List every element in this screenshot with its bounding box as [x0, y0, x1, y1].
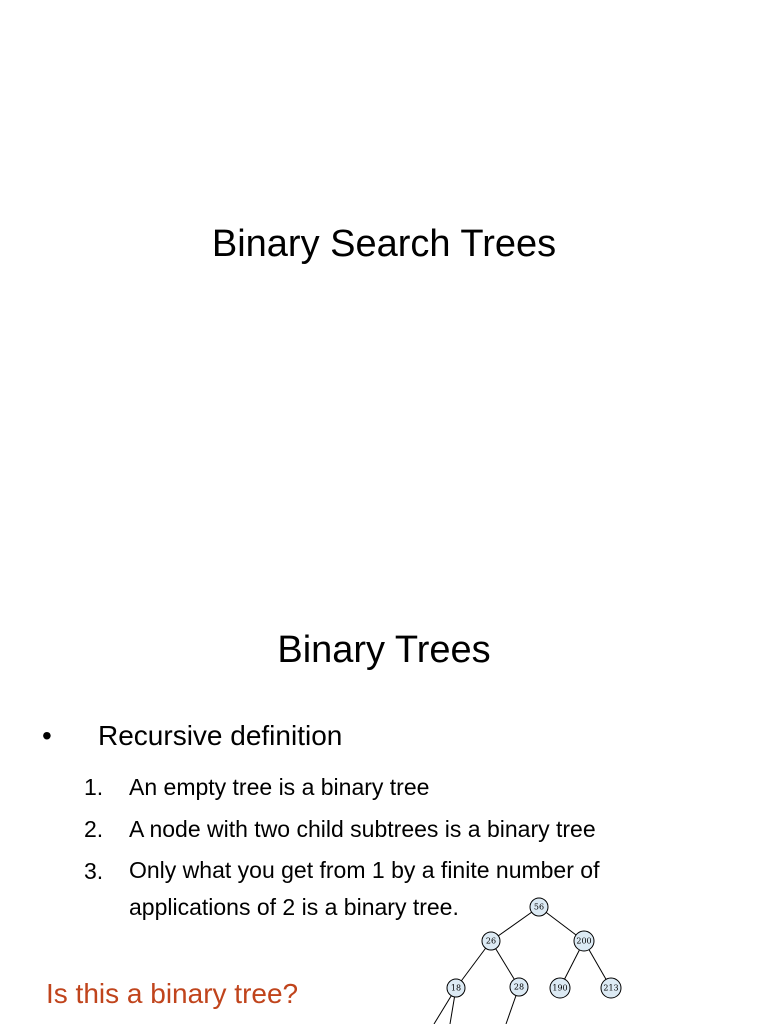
tree-node-label: 200: [576, 936, 592, 946]
list-item-number: 2.: [84, 816, 104, 842]
list-item-text: A node with two child subtrees is a binary tree: [129, 816, 596, 842]
tree-node-right-right: [601, 978, 621, 998]
tree-node-label: 18: [450, 983, 462, 993]
tree-node-label: 190: [552, 983, 568, 993]
tree-node-root: [530, 898, 548, 916]
question-text: Is this a binary tree?: [46, 978, 299, 1009]
tree-node-left-right: [510, 978, 528, 996]
tree-node-label: 213: [603, 983, 619, 993]
tree-node-right: [574, 931, 594, 951]
tree-node-label: 56: [533, 902, 545, 912]
list-item: [84, 810, 724, 848]
slide-binary-trees: [0, 576, 768, 1024]
tree-node-left: [482, 932, 500, 950]
list-item-text: Only what you get from 1 by a finite number of applications of 2 is a binary tree.: [129, 857, 600, 920]
list-item-number: 3.: [84, 858, 104, 884]
tree-node-label: 26: [485, 936, 497, 946]
slide-heading: Binary Trees: [277, 629, 491, 671]
slide-title-heading: Binary Search Trees: [211, 223, 557, 265]
tree-node-left-left: [447, 979, 465, 997]
tree-node-right-left: [550, 978, 570, 998]
list-item: [84, 768, 724, 806]
list-item-number: 1.: [84, 774, 104, 800]
bullet-text: Recursive definition: [98, 720, 343, 751]
list-item-text: An empty tree is a binary tree: [129, 774, 430, 800]
tree-node-label: 28: [513, 982, 525, 992]
bullet-dot: •: [42, 720, 52, 751]
binary-tree-diagram: [420, 892, 660, 1024]
